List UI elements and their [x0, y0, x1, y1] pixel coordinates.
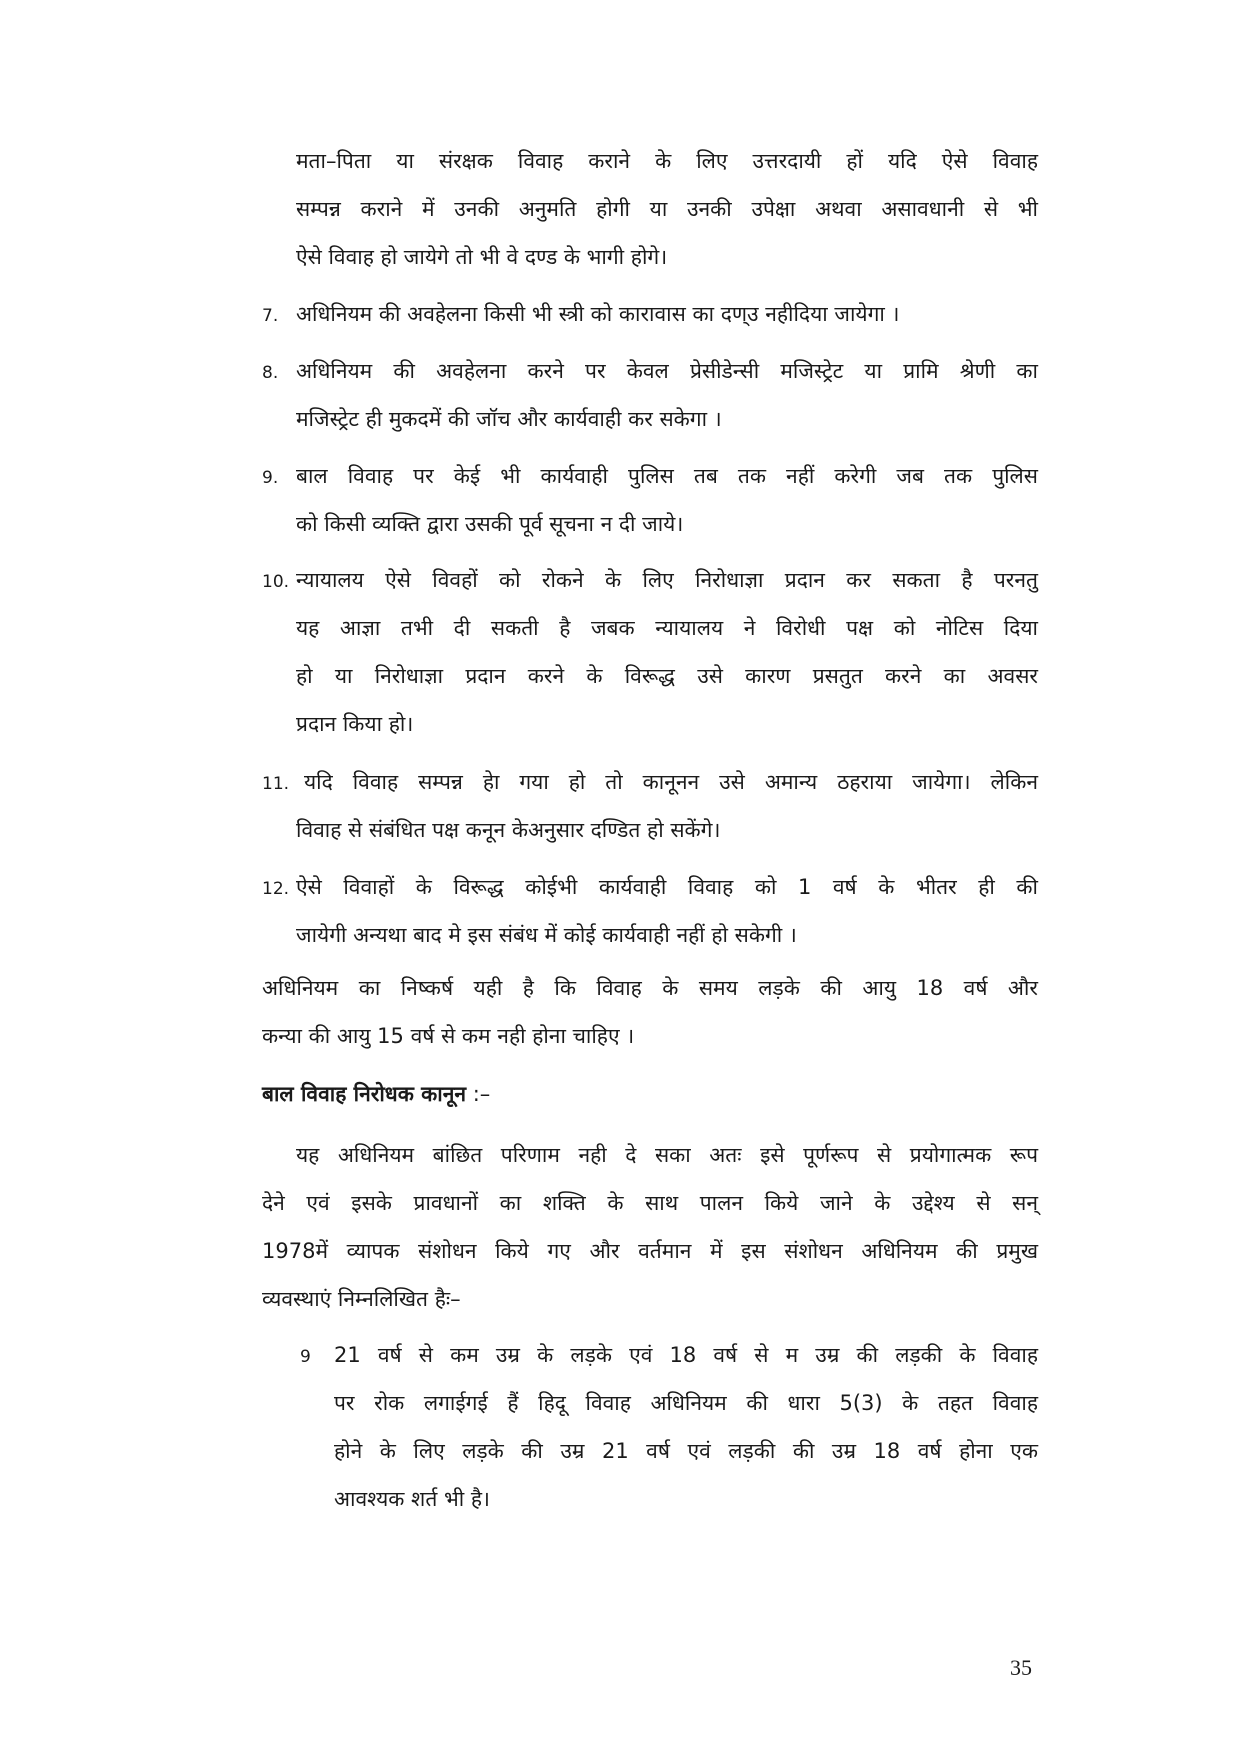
item-11-line-1: यदि विवाह सम्पन्न हेा गया हो तो कानूनन उसे अमान्य ठहराया जायेगा। लेकिन — [304, 770, 1038, 794]
item-9-line-1: बाल विवाह पर केई भी कार्यवाही पुलिस तब तक नहीं करेगी जब तक पुलिस — [296, 464, 1038, 488]
intro-line-2: सम्पन्न कराने में उनकी अनुमति होगी या उनकी उपेक्षा अथवा असावधानी से भी — [296, 197, 1038, 221]
item-11-line-2: विवाह से संबंधित पक्ष कनून केअनुसार दण्डित हो सकेंगे। — [296, 818, 721, 842]
conclusion-line-1: अधिनियम का निष्कर्ष यही है कि विवाह के समय लड़के की आयु 18 वर्ष और — [262, 976, 1038, 1000]
item-9-line-2: को किसी व्यक्ति द्वारा उसकी पूर्व सूचना न दी जाये। — [296, 512, 684, 536]
paragraph-line-1: यह अधिनियम बांछित परिणाम नही दे सका अतः इसे पूर्णरूप से प्रयोगात्मक रूप — [296, 1143, 1038, 1167]
paragraph-line-4: व्यवस्थाएं निम्नलिखित हैः– — [262, 1287, 461, 1311]
item-12-line-2: जायेगी अन्यथा बाद मे इस संबंध में कोई कार्यवाही नहीं हो सकेगी । — [296, 923, 797, 947]
bullet-marker: 9 — [300, 1347, 311, 1367]
paragraph-line-3: 1978में व्यापक संशोधन किये गए और वर्तमान में इस संशोधन अधिनियम की प्रमुख — [262, 1239, 1038, 1263]
section-heading — [262, 1079, 490, 1109]
item-number: 10. — [262, 572, 290, 592]
item-10-line-4: प्रदान किया हो। — [296, 712, 414, 736]
item-10-line-3: हो या निरोधाज्ञा प्रदान करने के विरूद्ध उसे कारण प्रसतुत करने का अवसर — [296, 664, 1038, 688]
item-number: 7. — [262, 306, 279, 326]
bullet-line-2: पर रोक लगाईगई हैं हिदू विवाह अधिनियम की धारा 5(3) के तहत विवाह — [334, 1391, 1038, 1415]
intro-line-1: मता–पिता या संरक्षक विवाह कराने के लिए उत्तरदायी हों यदि ऐसे विवाह — [296, 149, 1038, 173]
section-heading-text: बाल विवाह निरोधक कानून — [262, 1082, 467, 1106]
page-number: 35 — [1010, 1655, 1032, 1680]
bullet-line-4: आवश्यक शर्त भी है। — [334, 1487, 490, 1511]
item-7-line-1: अधिनियम की अवहेलना किसी भी स्त्री को कारावास का दण्उ नहीदिया जायेगा । — [296, 302, 900, 326]
bullet-line-3: होने के लिए लड़के की उम्र 21 वर्ष एवं लड़की की उम्र 18 वर्ष होना एक — [334, 1439, 1038, 1463]
item-8-line-1: अधिनियम की अवहेलना करने पर केवल प्रेसीडेन्सी मजिस्ट्रेट या प्रामि श्रेणी का — [296, 359, 1038, 383]
item-8-line-2: मजिस्ट्रेट ही मुकदमें की जॉच और कार्यवाही कर सकेगा । — [296, 407, 722, 431]
item-number: 9. — [262, 468, 279, 488]
item-number: 8. — [262, 363, 279, 383]
bullet-line-1: 21 वर्ष से कम उम्र के लड़के एवं 18 वर्ष से म उम्र की लड़की के विवाह — [334, 1343, 1038, 1367]
conclusion-line-2: कन्या की आयु 15 वर्ष से कम नही होना चाहिए । — [262, 1024, 635, 1048]
item-number: 11. — [262, 774, 290, 794]
paragraph-line-2: देने एवं इसके प्रावधानों का शक्ति के साथ पालन किये जाने के उद्देश्य से सन् — [262, 1191, 1038, 1215]
item-10-line-2: यह आज्ञा तभी दी सकती है जबक न्यायालय ने विरोधी पक्ष को नोटिस दिया — [296, 616, 1038, 640]
item-12-line-1: ऐसे विवाहों के विरूद्ध कोईभी कार्यवाही विवाह को 1 वर्ष के भीतर ही की — [296, 875, 1038, 899]
item-number: 12. — [262, 879, 290, 899]
item-10-line-1: न्यायालय ऐसे विवहों को रोकने के लिए निरोधाज्ञा प्रदान कर सकता है परनतु — [296, 568, 1038, 592]
intro-line-3: ऐसे विवाह हो जायेगे तो भी वे दण्ड के भागी होगे। — [296, 245, 668, 269]
section-heading-suffix: :– — [466, 1082, 491, 1106]
